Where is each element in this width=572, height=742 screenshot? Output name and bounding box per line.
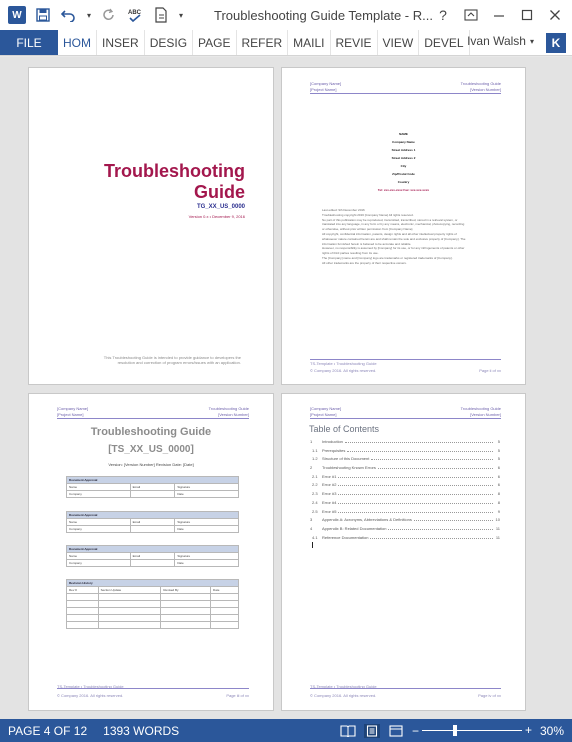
toc-entry[interactable]	[310, 526, 500, 535]
cover-doc-code: TG_XX_US_0000	[196, 204, 245, 210]
table-cell	[161, 601, 211, 608]
toc-entry[interactable]	[310, 509, 500, 518]
table-cell	[67, 608, 99, 615]
toc-list	[310, 439, 500, 543]
address-line: Country	[397, 180, 410, 184]
address-line: City	[400, 164, 407, 168]
approval-table	[66, 511, 239, 533]
toc-leader	[371, 459, 493, 460]
toc-leader	[338, 477, 493, 478]
table-cell	[161, 615, 211, 622]
toc-number: 4	[310, 525, 313, 531]
table-cell	[67, 615, 99, 622]
page-cover[interactable]	[28, 67, 274, 385]
toc-leader	[378, 468, 493, 469]
toc-page: 10	[495, 517, 500, 523]
toc-label: Structure of this Document	[322, 456, 370, 462]
table-cell	[98, 601, 161, 608]
table-cell	[161, 622, 211, 629]
toc-page: 5	[497, 439, 500, 444]
table-cell: Date	[175, 491, 239, 498]
approval-version-line: Version: [Version Number] Revision Date: [Date]	[108, 462, 194, 467]
toc-number: 1.2	[312, 456, 318, 462]
help-icon[interactable]: ?	[439, 7, 447, 23]
toc-entry[interactable]	[310, 474, 500, 483]
status-right	[340, 719, 564, 742]
footer-copyright: © Company 2016. All rights reserved.	[310, 693, 377, 698]
svg-text:ABC: ABC	[128, 10, 141, 16]
toc-number: 2	[310, 465, 313, 471]
page-count[interactable]: PAGE 4 OF 12	[8, 723, 88, 738]
page-legal[interactable]	[281, 67, 526, 385]
legal-line: However, no responsibility is assumed by [Company] for its use, or for any infringements of patents or other	[322, 246, 465, 251]
table-cell: Date	[175, 526, 239, 533]
user-name: Ivan Walsh	[467, 34, 526, 48]
table-header: Revision History	[67, 580, 239, 587]
legal-line: rights of third parties resulting from its use.	[322, 251, 379, 256]
legal-line: Troubleshooting copyright 2016 [Company Name] All rights reserved.	[322, 212, 414, 217]
word-app-icon[interactable]: W	[8, 6, 26, 24]
word-count[interactable]: 1393 WORDS	[103, 723, 180, 738]
toc-entry[interactable]	[310, 500, 500, 509]
table-cell: Email	[130, 553, 175, 560]
address-line: Zip/Postal Code	[392, 172, 415, 176]
zoom-slider[interactable]	[412, 724, 532, 738]
table-cell	[67, 594, 99, 601]
toc-page: 11	[495, 534, 500, 540]
table-cell	[98, 615, 161, 622]
address-line: Street Address 2	[391, 156, 416, 160]
toc-label: Appendix B: Related Documentation	[322, 525, 387, 531]
toc-page: 8	[497, 491, 500, 497]
tab-mailings[interactable]: MAILI	[288, 30, 330, 55]
tab-references[interactable]: REFER	[237, 30, 289, 55]
zoom-track	[422, 730, 522, 731]
toc-page: 6	[497, 465, 500, 471]
table-cell: Rev #	[67, 587, 99, 594]
redo-icon[interactable]	[98, 4, 120, 26]
zoom-level[interactable]: 30%	[539, 723, 564, 738]
cover-title-line2: Guide	[193, 182, 245, 202]
maximize-icon[interactable]	[516, 4, 538, 26]
cover-note-line1: This Troubleshooting Guide is intended to provide guidance to developers the	[103, 355, 241, 360]
header-project: [Project Name]	[310, 87, 337, 92]
table-cell	[98, 594, 161, 601]
address-line: Company Name	[392, 140, 415, 144]
table-cell	[211, 608, 239, 615]
address-line: Tel: xxx-xxx-xxxx Fax: xxx-xxx-xxxx	[377, 188, 430, 192]
legal-line: Last edited: 9th December 2016	[322, 208, 365, 212]
legal-line: No part of this publication may be reproduced, transmitted, transcribed, stored in a retrieval system, or	[322, 217, 458, 222]
table-cell	[211, 601, 239, 608]
legal-notice	[322, 208, 465, 266]
undo-icon[interactable]	[58, 4, 80, 26]
tab-developer[interactable]: DEVEL	[419, 30, 469, 55]
toc-leader	[345, 442, 493, 443]
toc-page: 5	[497, 456, 500, 462]
undo-dropdown-icon[interactable]: ▾	[86, 10, 91, 20]
toc-number: 1.1	[312, 447, 318, 453]
new-document-icon[interactable]	[150, 4, 172, 26]
toc-number: 2.4	[312, 499, 318, 505]
legal-line: The [Company] name and [Company] logo are trademarks or registered trademarks of [Company].	[322, 255, 453, 260]
header-doc-name: Troubleshooting Guide	[208, 406, 249, 411]
toc-label: Error #5	[322, 508, 337, 514]
toc-leader	[388, 529, 493, 530]
tab-view[interactable]: VIEW	[378, 30, 420, 55]
table-cell	[130, 560, 175, 567]
table-cell: Company	[67, 526, 131, 533]
footer-doc: TS-Template • Troubleshooting Guide	[57, 684, 124, 689]
table-cell: Name	[67, 553, 131, 560]
table-cell: Revised By	[161, 587, 211, 594]
table-cell	[211, 594, 239, 601]
tab-file[interactable]: FILE	[0, 30, 58, 55]
title-bar	[0, 0, 572, 30]
table-cell: Section Update	[98, 587, 161, 594]
approval-table	[66, 545, 239, 567]
table-cell	[211, 622, 239, 629]
footer-rule	[310, 359, 501, 360]
quick-access-toolbar	[32, 4, 186, 26]
toc-label: Troubleshooting Known Errors	[322, 465, 376, 471]
table-cell	[98, 608, 161, 615]
document-canvas[interactable]	[0, 57, 572, 719]
toc-label: Appendix A: Acronyms, Abbreviations & Definitions	[322, 517, 412, 523]
toc-entry[interactable]	[310, 465, 500, 474]
header-doc-name: Troubleshooting Guide	[460, 81, 501, 86]
header-rule	[310, 418, 501, 419]
legal-line: All copyright, confidential information, patents, design rights and all other intellectual property rights of	[322, 231, 457, 236]
approval-doc-code: [TS_XX_US_0000]	[108, 444, 194, 455]
toc-entry[interactable]	[310, 517, 500, 526]
spelling-icon[interactable]	[124, 4, 146, 26]
toc-number: 2.1	[312, 473, 318, 479]
zoom-thumb[interactable]	[453, 725, 457, 736]
toc-leader	[347, 451, 493, 452]
footer-page-number: Page iii of xx	[226, 693, 249, 698]
toc-number: 2.3	[312, 491, 318, 497]
toc-label: Error #4	[322, 499, 337, 505]
tab-page-layout[interactable]: PAGE	[193, 30, 236, 55]
company-address-block	[282, 130, 525, 194]
cover-version: Version 0.x • December 9, 2016	[188, 214, 245, 219]
header-rule	[310, 93, 501, 94]
header-company: [Company Name]	[310, 406, 342, 411]
footer-copyright: © Company 2016. All rights reserved.	[310, 368, 377, 373]
table-cell: Company	[67, 491, 131, 498]
save-icon[interactable]	[32, 4, 54, 26]
toc-entry[interactable]	[310, 448, 500, 457]
toc-page: 8	[497, 499, 500, 505]
toc-entry[interactable]	[310, 535, 500, 544]
tab-home[interactable]: HOM	[58, 30, 97, 55]
table-cell	[67, 601, 99, 608]
legal-line: whatsoever nature contained herein are and shall remain the sole and exclusive property of [Company]. The	[322, 236, 466, 241]
table-cell: Name	[67, 519, 131, 526]
legal-line: translated into any language, in any form or by any means, electronic, mechanical, photocopying, recording	[322, 222, 465, 227]
footer-page-number: Page iv of xx	[478, 693, 501, 698]
legal-line: All other trademarks are the property of their respective owners.	[322, 260, 407, 265]
header-version: [Version Number]	[470, 412, 501, 417]
address-line: NAME	[399, 132, 408, 136]
table-cell	[130, 491, 175, 498]
toc-label: Error #3	[322, 491, 337, 497]
header-rule	[57, 418, 249, 419]
toc-label: Error #2	[322, 482, 337, 488]
footer-doc: TS-Template • Troubleshooting Guide	[310, 684, 377, 689]
account-avatar[interactable]: K	[546, 33, 566, 53]
address-line: Street Address 1	[391, 148, 416, 152]
table-cell: Email	[130, 519, 175, 526]
cover-note	[104, 355, 241, 365]
toc-page: 6	[497, 482, 500, 488]
text-cursor	[312, 542, 313, 548]
header-project: [Project Name]	[310, 412, 337, 417]
toc-entry[interactable]	[310, 456, 500, 465]
toc-page: 11	[495, 525, 500, 531]
header-company: [Company Name]	[57, 406, 89, 411]
tab-design[interactable]: DESIG	[145, 30, 193, 55]
toc-page: 6	[497, 473, 500, 479]
approval-page-title: Troubleshooting Guide	[90, 426, 212, 438]
zoom-out-icon[interactable]: −	[411, 723, 419, 738]
header-doc-name: Troubleshooting Guide	[460, 406, 501, 411]
ribbon-tabs	[0, 30, 572, 56]
toc-label: Error #1	[322, 473, 337, 479]
approval-table	[66, 476, 239, 498]
status-bar	[0, 719, 572, 742]
user-account[interactable]	[467, 34, 534, 48]
toc-number: 2.2	[312, 482, 318, 488]
toc-entry[interactable]	[310, 491, 500, 500]
footer-copyright: © Company 2016. All rights reserved.	[57, 693, 124, 698]
table-cell: Company	[67, 560, 131, 567]
zoom-in-icon[interactable]: +	[524, 722, 532, 737]
table-cell	[161, 594, 211, 601]
close-icon[interactable]	[544, 4, 566, 26]
page-table-of-contents[interactable]	[281, 393, 526, 711]
table-cell	[211, 615, 239, 622]
account-dropdown-icon: ▾	[529, 36, 534, 46]
toc-leader	[370, 538, 493, 539]
toc-leader	[338, 494, 493, 495]
table-cell: Email	[130, 484, 175, 491]
toc-title: Table of Contents	[309, 424, 380, 434]
table-cell	[67, 622, 99, 629]
toc-number: 1	[310, 439, 313, 444]
minimize-icon[interactable]	[488, 4, 510, 26]
table-header: Document Approval	[67, 477, 239, 484]
toc-leader	[338, 512, 493, 513]
cover-title	[104, 161, 245, 203]
toc-entry[interactable]	[310, 439, 500, 448]
revision-history-table	[66, 579, 239, 629]
toc-label: Introduction	[322, 439, 343, 444]
tab-insert[interactable]: INSER	[97, 30, 145, 55]
toc-leader	[414, 520, 493, 521]
header-project: [Project Name]	[57, 412, 84, 417]
cover-title-line1: Troubleshooting	[104, 161, 245, 181]
table-cell: Name	[67, 484, 131, 491]
table-cell: Signature	[175, 484, 239, 491]
print-layout-icon[interactable]	[364, 724, 380, 738]
toc-page: 9	[497, 508, 500, 514]
toc-leader	[338, 485, 493, 486]
table-cell: Signature	[175, 553, 239, 560]
toc-label: Reference Documentation	[322, 534, 369, 540]
toc-page: 5	[497, 447, 500, 453]
legal-line: information furnished herein is believed to be accurate and reliable.	[322, 241, 412, 246]
customize-qat-icon[interactable]: ▾	[178, 10, 183, 20]
page-approvals[interactable]	[28, 393, 274, 711]
table-header: Document Approval	[67, 546, 239, 553]
table-cell: Date	[211, 587, 239, 594]
read-mode-icon[interactable]	[340, 724, 356, 738]
table-cell: Date	[175, 560, 239, 567]
legal-line: or otherwise, without prior written permission from [Company Name].	[322, 227, 414, 232]
table-cell: Signature	[175, 519, 239, 526]
toc-leader	[338, 503, 493, 504]
table-header: Document Approval	[67, 512, 239, 519]
tab-review[interactable]: REVIE	[331, 30, 378, 55]
toc-entry[interactable]	[310, 482, 500, 491]
header-version: [Version Number]	[218, 412, 249, 417]
toc-label: Prerequisites	[322, 447, 346, 453]
table-cell	[161, 608, 211, 615]
web-layout-icon[interactable]	[388, 724, 404, 738]
footer-page-number: Page ii of xx	[479, 368, 501, 373]
toc-number: 2.5	[312, 508, 318, 514]
document-title: Troubleshooting Guide Template - R...	[214, 8, 433, 23]
cover-note-line2: resolution and correction of program errors/issues with an application.	[117, 360, 241, 365]
table-cell	[98, 622, 161, 629]
footer-doc: TS-Template • Troubleshooting Guide	[310, 361, 377, 366]
toc-number: 4.1	[312, 534, 318, 540]
header-version: [Version Number]	[470, 87, 501, 92]
window-controls	[432, 4, 566, 26]
toc-number: 3	[310, 517, 313, 523]
table-cell	[130, 526, 175, 533]
ribbon-display-options-icon[interactable]	[460, 4, 482, 26]
header-company: [Company Name]	[310, 81, 342, 86]
